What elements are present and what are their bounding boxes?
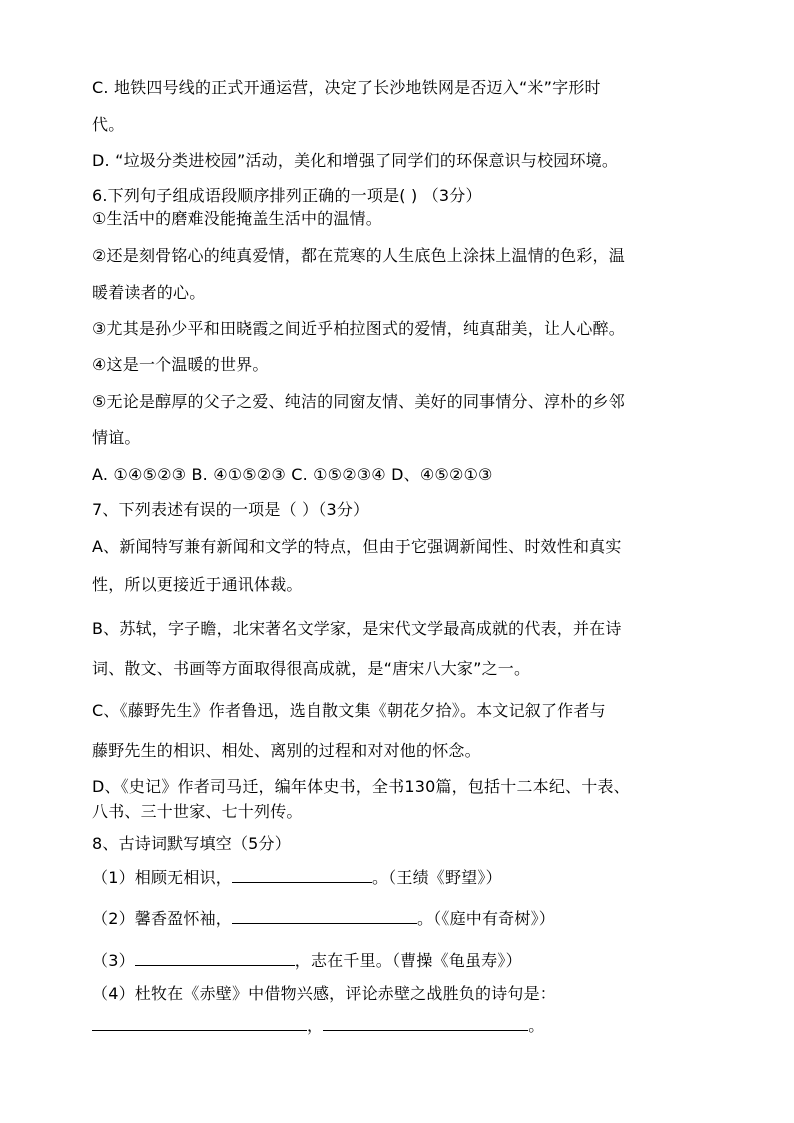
q6-sentence-5-line1: ⑤无论是醇厚的父子之爱、纯洁的同窗友情、美好的同事情分、淳朴的乡邻 xyxy=(92,392,625,411)
q8-item-4-blank-2[interactable] xyxy=(323,1014,528,1031)
q8-item-2-prefix: （2）馨香盈怀袖， xyxy=(92,909,232,928)
q5-option-d: D. “垃圾分类进校园”活动，美化和增强了同学们的环保意识与校园环境。 xyxy=(92,151,619,170)
q8-item-1-blank[interactable] xyxy=(232,866,372,883)
q7-option-a-line2: 性，所以更接近于通讯体裁。 xyxy=(92,575,303,594)
q6-sentence-2-line2: 暖着读者的心。 xyxy=(92,283,206,302)
q8-item-3 xyxy=(92,949,522,971)
q8-item-1-suffix: 。（王绩《野望》） xyxy=(371,868,502,887)
q6-stem: 6.下列句子组成语段顺序排列正确的一项是( ) （3分） xyxy=(92,186,482,205)
q8-item-3-suffix: ，志在千里。（曹操《龟虽寿》） xyxy=(294,951,522,970)
q8-item-1-prefix: （1）相顾无相识， xyxy=(92,868,232,887)
q8-item-3-prefix: （3） xyxy=(92,951,135,970)
q8-item-4-answer-line xyxy=(92,1014,544,1036)
q8-item-4-blank-1[interactable] xyxy=(92,1014,307,1031)
q8-item-1 xyxy=(92,866,502,888)
q6-sentence-1: ①生活中的磨难没能掩盖生活中的温情。 xyxy=(92,209,382,228)
q8-item-4-period: 。 xyxy=(528,1016,545,1035)
q6-options: A. ①④⑤②③ B. ④①⑤②③ C. ①⑤②③④ D、④⑤②①③ xyxy=(92,465,493,484)
q8-item-2-suffix: 。（《庭中有奇树》） xyxy=(416,909,555,928)
q8-item-4-comma: ， xyxy=(307,1016,324,1035)
q7-option-a-line1: A、新闻特写兼有新闻和文学的特点，但由于它强调新闻性、时效性和真实 xyxy=(92,537,622,556)
q8-item-3-blank[interactable] xyxy=(135,949,295,966)
q7-option-d-line2: 八书、三十世家、七十列传。 xyxy=(92,802,303,821)
q7-option-c-line2: 藤野先生的相识、相处、离别的过程和对对他的怀念。 xyxy=(92,741,481,760)
q5-option-c-line1: C. 地铁四号线的正式开通运营，决定了长沙地铁网是否迈入“米”字形时 xyxy=(92,78,601,97)
q6-sentence-3: ③尤其是孙少平和田晓霞之间近乎柏拉图式的爱情，纯真甜美，让人心醉。 xyxy=(92,319,625,338)
q7-option-b-line2: 词、散文、书画等方面取得很高成就，是“唐宋八大家”之一。 xyxy=(92,659,531,678)
q7-option-d-line1: D、《史记》作者司马迁，编年体史书，全书130篇，包括十二本纪、十表、 xyxy=(92,777,630,796)
q8-item-2-blank[interactable] xyxy=(232,907,417,924)
q8-item-4: （4）杜牧在《赤壁》中借物兴感，评论赤壁之战胜负的诗句是： xyxy=(92,984,556,1003)
q5-option-c-line2: 代。 xyxy=(92,115,125,134)
q8-item-2 xyxy=(92,907,555,929)
q7-option-c-line1: C、《藤野先生》作者鲁迅，选自散文集《朝花夕拾》。本文记叙了作者与 xyxy=(92,701,606,720)
q7-option-b-line1: B、苏轼，字子瞻，北宋著名文学家，是宋代文学最高成就的代表，并在诗 xyxy=(92,619,622,638)
q8-stem: 8、古诗词默写填空（5分） xyxy=(92,834,291,853)
q7-stem: 7、下列表述有误的一项是（ ）（3分） xyxy=(92,500,370,519)
q6-sentence-2-line1: ②还是刻骨铭心的纯真爱情，都在荒寒的人生底色上涂抹上温情的色彩，温 xyxy=(92,246,625,265)
q6-sentence-4: ④这是一个温暖的世界。 xyxy=(92,355,269,374)
q6-sentence-5-line2: 情谊。 xyxy=(92,428,141,447)
